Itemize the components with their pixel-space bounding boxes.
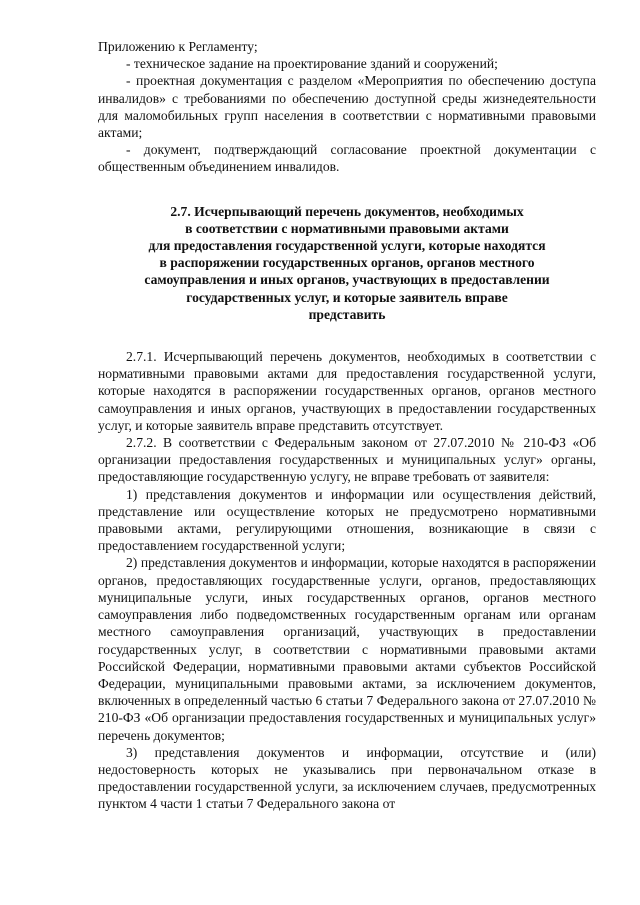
list-item-3: 3) представления документов и информации, отсутствие и (или) недостоверность которых не указывались при первоначальном отказе в предоставлении государственной услуги, за исключением случаев, предусмотренных пунктом 4 части 1 статьи 7 Федерального закона от [98, 744, 596, 812]
heading-line: самоуправления и иных органов, участвующих в предоставлении [144, 272, 550, 288]
heading-line: в соответствии с нормативными правовыми актами [185, 220, 509, 236]
heading-line: в распоряжении государственных органов, органов местного [159, 255, 535, 271]
heading-line: для предоставления государственной услуги, которые находятся [148, 238, 546, 254]
intro-line: Приложению к Регламенту; [98, 39, 258, 54]
heading-line: государственных услуг, и которые заявитель вправе [186, 289, 508, 305]
section-heading [98, 203, 596, 323]
requirement-item: - документ, подтверждающий согласование проектной документации с общественным объединением инвалидов. [98, 142, 596, 175]
list-item-2: 2) представления документов и информации, которые находятся в распоряжении органов, предоставляющих государственные услуги, органов, предоставляющих муниципальные услуги, иных государственных органов, органов местного самоуправления либо подведомственных государственным органам или органам местного самоуправления организаций, участвующих в предоставлении государственных услуг, в соответствии с нормативными правовыми актами Российской Федерации, нормативными правовыми актами субъектов Российской Федерации, муниципальными правовыми актами, за исключением документов, включенных в определенный частью 6 статьи 7 Федерального закона от 27.07.2010 № 210-ФЗ «Об организации предоставления государственных и муниципальных услуг» перечень документов; [98, 555, 596, 743]
requirement-item: - техническое задание на проектирование зданий и сооружений; [126, 56, 498, 72]
requirement-item: - проектная документация с разделом «Мероприятия по обеспечению доступа инвалидов» с требованиями по обеспечению доступной среды жизнедеятельности для маломобильных групп населения в соответствии с нормативными правовыми актами; [98, 73, 596, 141]
heading-line: 2.7. Исчерпывающий перечень документов, необходимых [170, 203, 524, 219]
paragraph-2-7-2: 2.7.2. В соответствии с Федеральным законом от 27.07.2010 № 210-ФЗ «Об организации предоставления государственных и муниципальных услуг» органы, предоставляющие государственную услугу, не вправе требовать от заявителя: [98, 435, 596, 485]
heading-line: представить [308, 306, 386, 322]
paragraph-2-7-1: 2.7.1. Исчерпывающий перечень документов, необходимых в соответствии с нормативными правовыми актами для предоставления государственной услуги, которые находятся в распоряжении государственных органов, органов местного самоуправления и иных органов, участвующих в предоставлении государственных услуг, и которые заявитель вправе представить отсутствует. [98, 349, 596, 433]
list-item-1: 1) представления документов и информации или осуществления действий, представление или осуществление которых не предусмотрено нормативными правовыми актами, регулирующими отношения, возникающие в связи с предоставлением государственной услуги; [98, 486, 596, 554]
